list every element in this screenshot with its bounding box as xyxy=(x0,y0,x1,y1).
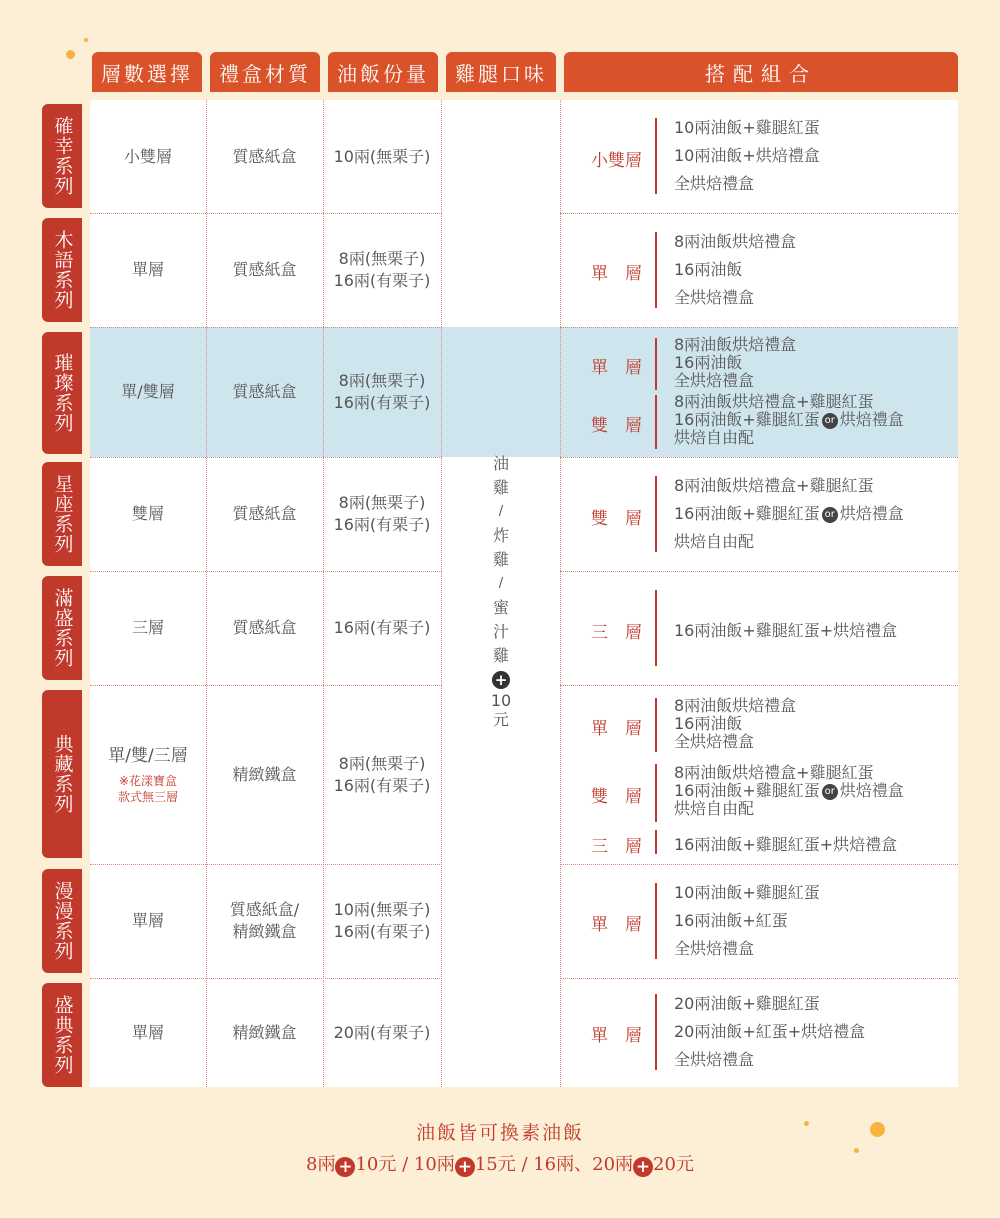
quantity-cell: 10兩(無栗子) xyxy=(333,146,431,166)
layer-cell: 單層 xyxy=(131,1022,164,1042)
series-tab: 確幸系列 xyxy=(42,104,82,208)
box-cell: 質感紙盒 xyxy=(232,260,297,279)
plus-icon: + xyxy=(335,1157,355,1177)
quantity-cell: 8兩(無栗子) 16兩(有栗子) xyxy=(333,493,431,534)
combo-list: 8兩油飯烘焙禮盒 16兩油飯 全烘焙禮盒 xyxy=(674,232,797,307)
group-bar xyxy=(655,118,657,194)
header-box: 禮盒材質 xyxy=(210,52,320,92)
quantity-cell: 10兩(無栗子) 16兩(有栗子) xyxy=(333,900,431,941)
group-bar xyxy=(655,994,657,1070)
level-label: 雙 層 xyxy=(591,509,642,529)
level-label: 三 層 xyxy=(591,837,642,857)
level-label: 三 層 xyxy=(591,623,642,643)
decor-dot xyxy=(66,50,75,59)
combo-list: 8兩油飯烘焙禮盒+雞腿紅蛋 16兩油飯+雞腿紅蛋 or 烘焙禮盒 烘焙自由配 xyxy=(674,763,904,818)
box-cell: 精緻鐵盒 xyxy=(232,1022,297,1042)
series-tab: 典藏系列 xyxy=(42,690,82,858)
combo-list: 8兩油飯烘焙禮盒+雞腿紅蛋 16兩油飯+雞腿紅蛋 or 烘焙禮盒 烘焙自由配 xyxy=(674,392,904,447)
group-bar xyxy=(655,764,657,822)
level-label: 單 層 xyxy=(591,264,642,284)
row-divider xyxy=(560,457,958,458)
or-badge: or xyxy=(822,784,838,800)
combo-list: 16兩油飯+雞腿紅蛋+烘焙禮盒 xyxy=(674,835,898,854)
quantity-cell: 8兩(無栗子) 16兩(有栗子) xyxy=(333,249,431,290)
group-bar xyxy=(655,232,657,308)
quantity-cell: 20兩(有栗子) xyxy=(333,1022,431,1042)
footer-note: 油飯皆可換素油飯 xyxy=(415,1122,584,1144)
group-bar xyxy=(655,476,657,552)
series-tab: 星座系列 xyxy=(42,462,82,566)
layer-cell: 三層 xyxy=(131,618,164,637)
header-layer: 層數選擇 xyxy=(92,52,202,92)
series-tab: 璀璨系列 xyxy=(42,332,82,454)
layer-cell: 小雙層 xyxy=(123,146,172,166)
combo-list: 20兩油飯+雞腿紅蛋 20兩油飯+紅蛋+烘焙禮盒 全烘焙禮盒 xyxy=(674,994,866,1069)
group-bar xyxy=(655,698,657,752)
layer-note: ※花漾寶盒 xyxy=(118,773,178,788)
header-flavor: 雞腿口味 xyxy=(446,52,556,92)
box-cell: 質感紙盒 xyxy=(232,618,297,637)
level-label: 單 層 xyxy=(591,915,642,935)
or-badge: or xyxy=(822,507,838,523)
level-label: 小雙層 xyxy=(591,151,642,171)
row-divider xyxy=(560,213,958,214)
level-label: 單 層 xyxy=(591,358,642,378)
header-combination: 搭配組合 xyxy=(564,52,958,92)
series-tab: 盛典系列 xyxy=(42,983,82,1087)
layer-cell: 雙層 xyxy=(131,504,164,523)
combo-list: 16兩油飯+雞腿紅蛋+烘焙禮盒 xyxy=(674,621,898,640)
flavor-column: 油 雞 / 炸 雞 / 蜜 汁 雞 + 10 元 xyxy=(490,454,512,729)
level-label: 雙 層 xyxy=(591,416,642,436)
level-label: 單 層 xyxy=(591,1026,642,1046)
layer-cell: 單/雙/三層 ※花漾寶盒 款式無三層 xyxy=(108,745,188,804)
row-divider xyxy=(560,685,958,686)
layer-note: 款式無三層 xyxy=(117,789,178,804)
level-label: 單 層 xyxy=(591,719,642,739)
layer-cell: 單/雙層 xyxy=(121,382,175,401)
footer-prices: 8兩 + 10元 / 10兩 + 15元 / 16兩、20兩 + 20元 xyxy=(306,1154,694,1177)
group-bar xyxy=(655,395,657,449)
col-divider xyxy=(560,100,561,1087)
row-divider xyxy=(560,571,958,572)
layer-cell: 單層 xyxy=(131,260,164,279)
header-quantity: 油飯份量 xyxy=(328,52,438,92)
layer-cell: 單層 xyxy=(131,911,164,930)
series-tab: 滿盛系列 xyxy=(42,576,82,680)
quantity-cell: 8兩(無栗子) 16兩(有栗子) xyxy=(333,753,431,795)
box-cell: 質感紙盒 xyxy=(232,382,297,401)
group-bar xyxy=(655,590,657,666)
group-bar xyxy=(655,883,657,959)
combo-list: 8兩油飯烘焙禮盒 16兩油飯 全烘焙禮盒 xyxy=(674,335,797,390)
combo-list: 10兩油飯+雞腿紅蛋 16兩油飯+紅蛋 全烘焙禮盒 xyxy=(674,883,820,958)
group-bar xyxy=(655,338,657,390)
series-tab: 漫漫系列 xyxy=(42,869,82,973)
row-divider xyxy=(560,327,958,328)
decor-dot xyxy=(84,38,88,42)
box-cell: 質感紙盒 xyxy=(232,146,297,166)
or-badge: or xyxy=(822,413,838,429)
series-tab: 木語系列 xyxy=(42,218,82,322)
quantity-cell: 8兩(無栗子) 16兩(有栗子) xyxy=(333,371,431,412)
level-label: 雙 層 xyxy=(591,787,642,807)
plus-icon: + xyxy=(633,1157,653,1177)
group-bar xyxy=(655,830,657,854)
plus-icon: + xyxy=(492,671,510,689)
box-cell: 質感紙盒/ 精緻鐵盒 xyxy=(229,900,300,941)
plus-icon: + xyxy=(455,1157,475,1177)
combo-list: 8兩油飯烘焙禮盒+雞腿紅蛋 16兩油飯+雞腿紅蛋 or 烘焙禮盒 烘焙自由配 xyxy=(674,476,904,551)
row-divider xyxy=(560,864,958,865)
quantity-cell: 16兩(有栗子) xyxy=(333,618,431,637)
combo-list: 8兩油飯烘焙禮盒 16兩油飯 全烘焙禮盒 xyxy=(674,696,797,751)
box-cell: 質感紙盒 xyxy=(232,504,297,523)
row-divider xyxy=(560,978,958,979)
box-cell: 精緻鐵盒 xyxy=(232,764,297,784)
combo-list: 10兩油飯+雞腿紅蛋 10兩油飯+烘焙禮盒 全烘焙禮盒 xyxy=(674,118,820,193)
